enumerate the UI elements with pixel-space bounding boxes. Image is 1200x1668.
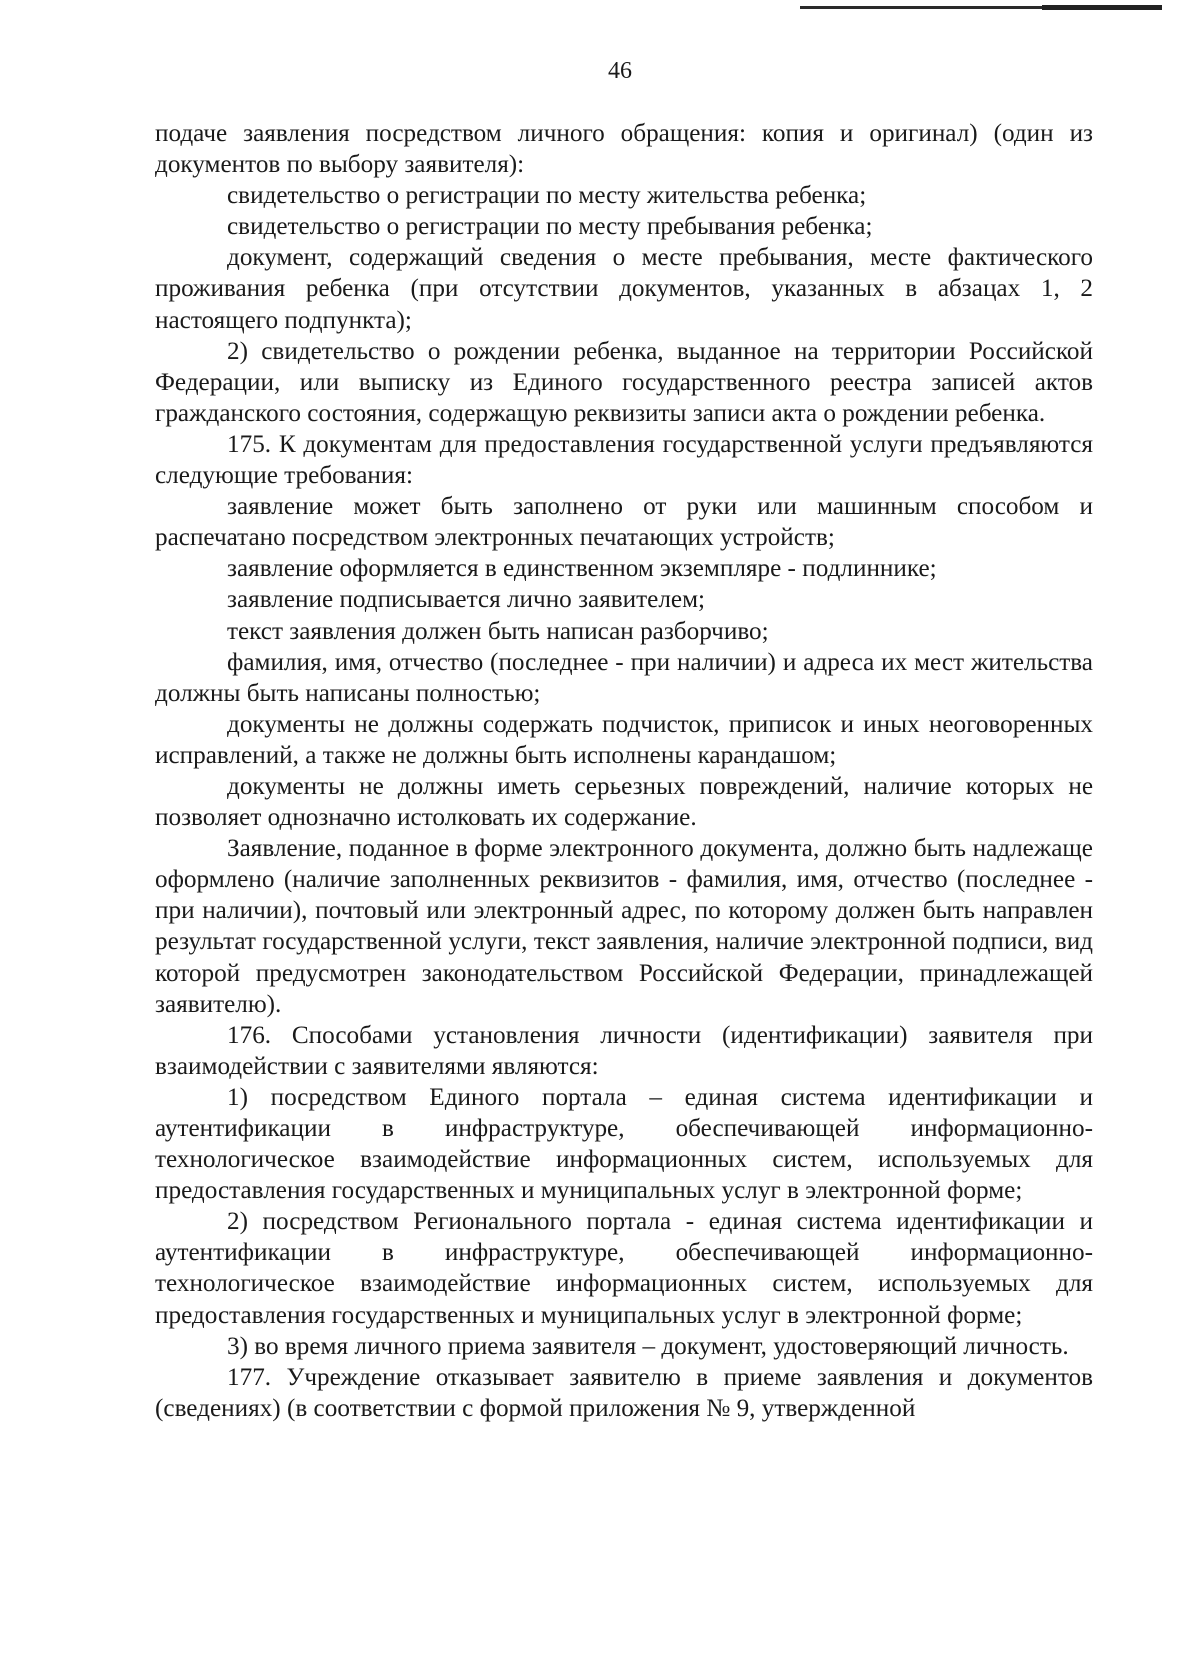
paragraph: подаче заявления посредством личного обращения: копия и оригинал) (один из документов по выбору заявителя): [155,120,1093,179]
document-body [155,118,1093,1424]
paragraph: документы не должны содержать подчисток, приписок и иных неоговоренных исправлений, а также не должны быть исполнены карандашом; [155,710,1093,769]
paragraph: заявление оформляется в единственном экземпляре - подлиннике; [227,555,937,583]
paragraph: свидетельство о регистрации по месту пребывания ребенка; [227,213,873,241]
top-edge-rule [800,6,1162,9]
paragraph: Заявление, поданное в форме электронного документа, должно быть надлежаще оформлено (наличие заполненных реквизитов - фамилия, имя, отчество (последнее - при наличии), почтовый или электронный адрес, по которому должен быть направлен результат государственной услуги, текст заявления, наличие электронной подписи, вид которой предусмотрен законодательством Российской Федерации, принадлежащей заявителю). [155,835,1093,1018]
paragraph: 175. К документам для предоставления государственной услуги предъявляются следующие требования: [155,430,1093,490]
paragraph: 1) посредством Единого портала – единая система идентификации и аутентификации в инфраструктуре, обеспечивающей информационно-технологическое взаимодействие информационных систем, используемых для предоставления государственных и муниципальных услуг в электронной форме; [155,1083,1093,1205]
paragraph: 2) посредством Регионального портала - единая система идентификации и аутентификации в инфраструктуре, обеспечивающей информационно-технологическое взаимодействие информационных систем, используемых для предоставления государственных и муниципальных услуг в электронной форме; [155,1208,1093,1329]
paragraph: документ, содержащий сведения о месте пребывания, месте фактического проживания ребенка (при отсутствии документов, указанных в абзацах 1, 2 настоящего подпункта); [155,244,1093,334]
paragraph: заявление подписывается лично заявителем; [227,586,706,614]
paragraph: документы не должны иметь серьезных повреждений, наличие которых не позволяет однозначно истолковать их содержание. [155,772,1093,832]
paragraph: заявление может быть заполнено от руки или машинным способом и распечатано посредством электронных печатающих устройств; [155,493,1093,552]
paragraph: 177. Учреждение отказывает заявителю в приеме заявления и документов (сведениях) (в соответствии с формой приложения № 9, утвержденной [155,1363,1093,1422]
paragraph: 3) во время личного приема заявителя – документ, удостоверяющий личность. [227,1332,1069,1360]
paragraph: 2) свидетельство о рождении ребенка, выданное на территории Российской Федерации, или выписку из Единого государственного реестра записей актов гражданского состояния, содержащую реквизиты записи акта о рождении ребенка. [155,337,1093,427]
page-number: 46 [608,58,632,84]
paragraph: фамилия, имя, отчество (последнее - при наличии) и адреса их мест жительства должны быть написаны полностью; [155,648,1093,707]
paragraph: текст заявления должен быть написан разборчиво; [227,617,769,645]
paragraph: 176. Способами установления личности (идентификации) заявителя при взаимодействии с заявителями являются: [155,1021,1093,1080]
paragraph: свидетельство о регистрации по месту жительства ребенка; [227,182,867,210]
